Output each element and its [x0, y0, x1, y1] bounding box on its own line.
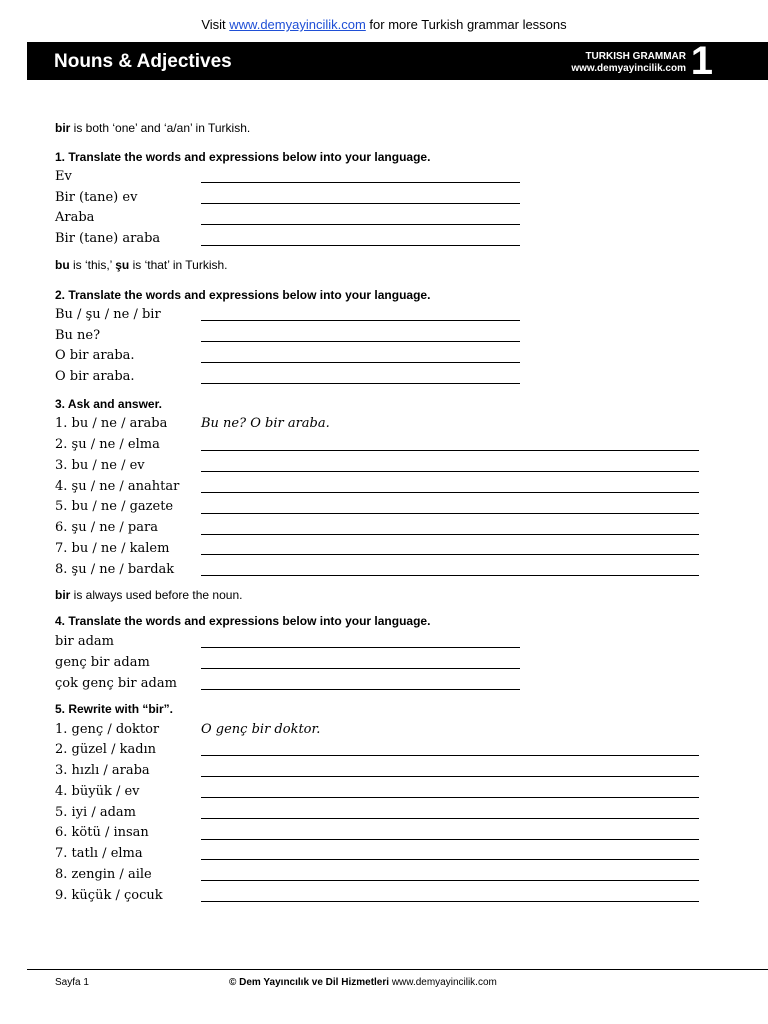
s1-answer-line[interactable]: [201, 224, 520, 225]
s5-item: 3. hızlı / araba: [55, 763, 150, 778]
promo-link[interactable]: www.demyayincilik.com: [229, 17, 366, 32]
s5-item: 7. tatlı / elma: [55, 846, 143, 861]
note-bu-keyword: bu: [55, 258, 70, 272]
s5-item: 1. genç / doktor: [55, 722, 160, 737]
footer-credit: [229, 977, 497, 988]
s5-item: 5. iyi / adam: [55, 805, 136, 820]
s5-answer-line[interactable]: [201, 901, 699, 902]
footer-divider: [27, 969, 768, 970]
s3-answer-line[interactable]: [201, 534, 699, 535]
note-su-keyword: şu: [115, 258, 130, 272]
s3-item: 5. bu / ne / gazete: [55, 499, 174, 514]
s3-answer-line[interactable]: [201, 450, 699, 451]
s5-item: 9. küçük / çocuk: [55, 888, 163, 903]
s2-answer-line[interactable]: [201, 341, 520, 342]
series-site: www.demyayincilik.com: [571, 63, 686, 74]
s2-item: O bir araba.: [55, 348, 135, 363]
note-bir2-text: is always used before the noun.: [70, 588, 243, 602]
note-bir-position: [55, 588, 242, 602]
note-bu-su: [55, 258, 228, 272]
promo-suffix: for more Turkish grammar lessons: [365, 17, 567, 32]
s1-answer-line[interactable]: [201, 203, 520, 204]
s3-answer-line[interactable]: [201, 554, 699, 555]
section-3-heading: 3. Ask and answer.: [55, 397, 162, 411]
s1-item: Ev: [55, 169, 72, 184]
section-1-heading: 1. Translate the words and expressions below into your language.: [55, 150, 431, 164]
s5-answer-line[interactable]: [201, 818, 699, 819]
s1-item: Bir (tane) ev: [55, 190, 138, 205]
s2-item: Bu ne?: [55, 328, 101, 343]
s4-item: bir adam: [55, 634, 114, 649]
s5-example-answer: O genç bir doktor.: [201, 722, 321, 737]
s5-item: 2. güzel / kadın: [55, 742, 157, 757]
series-label: TURKISH GRAMMAR: [585, 51, 686, 62]
s3-item: 4. şu / ne / anahtar: [55, 479, 180, 494]
s4-answer-line[interactable]: [201, 647, 520, 648]
s5-answer-line[interactable]: [201, 859, 699, 860]
footer-site[interactable]: www.demyayincilik.com: [389, 977, 497, 988]
s5-item: 4. büyük / ev: [55, 784, 140, 799]
s2-answer-line[interactable]: [201, 320, 520, 321]
footer-copyright: © Dem Yayıncılık ve Dil Hizmetleri: [229, 977, 390, 988]
s3-example-answer: Bu ne? O bir araba.: [201, 416, 330, 431]
s3-answer-line[interactable]: [201, 513, 699, 514]
s3-answer-line[interactable]: [201, 575, 699, 576]
s2-answer-line[interactable]: [201, 383, 520, 384]
s2-item: Bu / şu / ne / bir: [55, 307, 161, 322]
s5-item: 6. kötü / insan: [55, 825, 149, 840]
s2-item: O bir araba.: [55, 369, 135, 384]
page-number: Sayfa 1: [55, 977, 89, 988]
title-bar: [27, 39, 768, 83]
s3-answer-line[interactable]: [201, 492, 699, 493]
s3-item: 3. bu / ne / ev: [55, 458, 145, 473]
note-bir2-keyword: bir: [55, 588, 71, 602]
s1-answer-line[interactable]: [201, 245, 520, 246]
section-5-heading: 5. Rewrite with “bir”.: [55, 702, 174, 716]
s5-answer-line[interactable]: [201, 755, 699, 756]
s5-answer-line[interactable]: [201, 797, 699, 798]
section-4-heading: 4. Translate the words and expressions below into your language.: [55, 614, 431, 628]
note-bir-keyword: bir: [55, 121, 71, 135]
note-bir: [55, 121, 250, 135]
s5-answer-line[interactable]: [201, 880, 699, 881]
s4-answer-line[interactable]: [201, 689, 520, 690]
s5-item: 8. zengin / aile: [55, 867, 152, 882]
s3-item: 8. şu / ne / bardak: [55, 562, 175, 577]
note-bu-text: is ‘this,’: [69, 258, 116, 272]
s4-answer-line[interactable]: [201, 668, 520, 669]
s4-item: genç bir adam: [55, 655, 150, 670]
section-2-heading: 2. Translate the words and expressions below into your language.: [55, 288, 431, 302]
promo-prefix: Visit: [201, 17, 230, 32]
s5-answer-line[interactable]: [201, 776, 699, 777]
s1-item: Bir (tane) araba: [55, 231, 161, 246]
note-su-text: is ‘that’ in Turkish.: [129, 258, 228, 272]
s5-answer-line[interactable]: [201, 839, 699, 840]
s3-item: 7. bu / ne / kalem: [55, 541, 170, 556]
s1-item: Araba: [55, 210, 95, 225]
page-title: Nouns & Adjectives: [54, 51, 232, 72]
s1-answer-line[interactable]: [201, 182, 520, 183]
s3-item: 6. şu / ne / para: [55, 520, 158, 535]
s3-item: 1. bu / ne / araba: [55, 416, 168, 431]
s3-answer-line[interactable]: [201, 471, 699, 472]
s3-item: 2. şu / ne / elma: [55, 437, 160, 452]
lesson-number: 1: [690, 39, 713, 83]
s2-answer-line[interactable]: [201, 362, 520, 363]
promo-line: [0, 17, 768, 32]
note-bir-text: is both ‘one’ and ‘a/an’ in Turkish.: [70, 121, 251, 135]
s4-item: çok genç bir adam: [55, 676, 177, 691]
